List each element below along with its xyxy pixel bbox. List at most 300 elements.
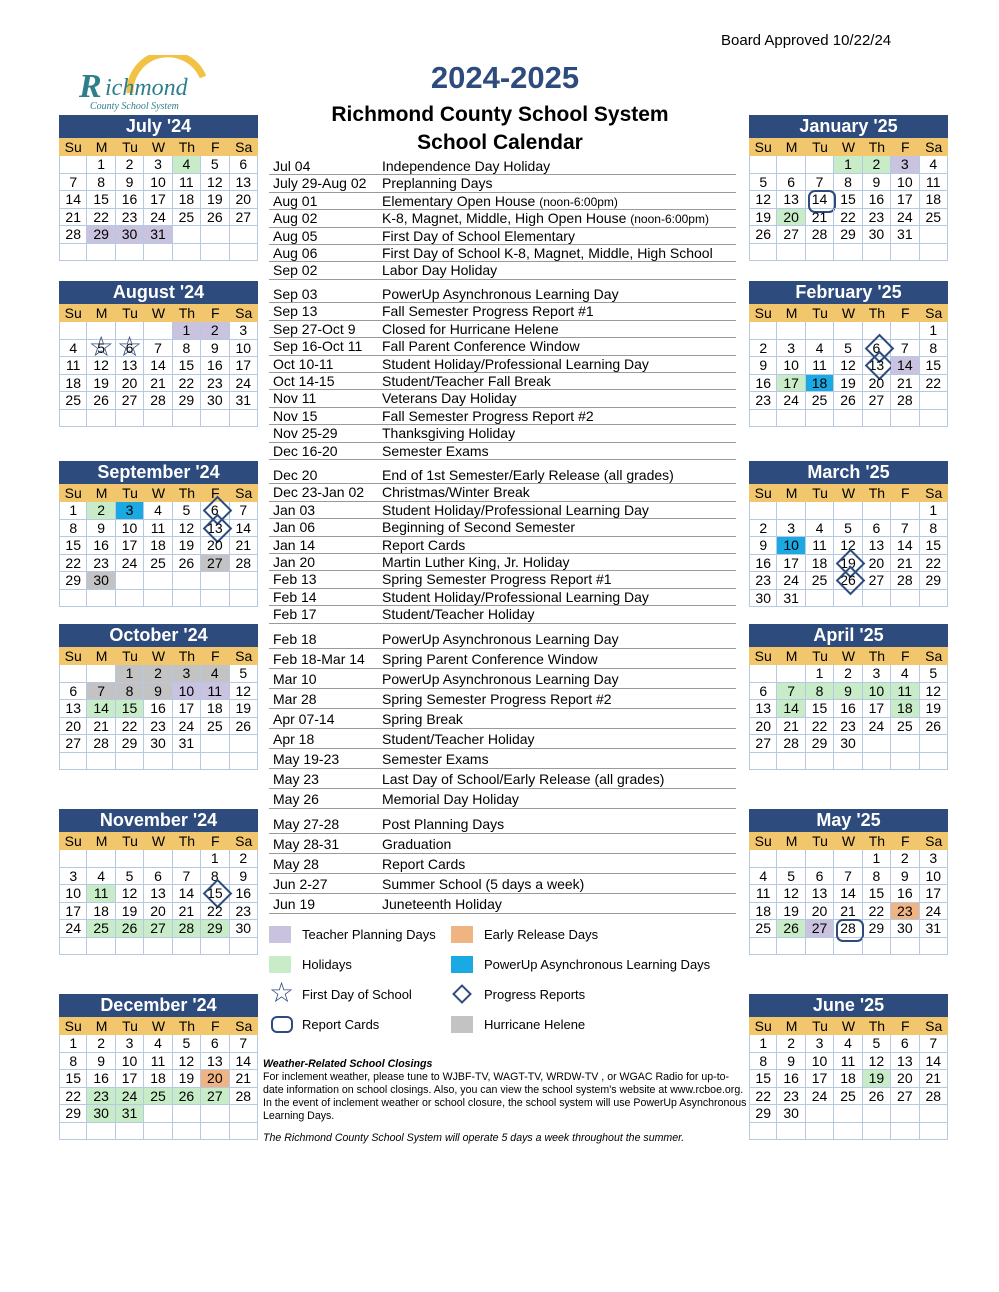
week-row (59, 1070, 258, 1088)
event-date: Sep 03 (273, 286, 318, 302)
day-cell: 18 (173, 191, 201, 209)
day-cell: 6 (749, 683, 777, 701)
empty-cell (891, 735, 919, 753)
empty-cell (777, 753, 805, 771)
event-description: Fall Parent Conference Window (382, 338, 580, 355)
day-cell: 5 (201, 156, 229, 174)
day-cell: 25 (59, 392, 87, 410)
day-cell: 1 (863, 850, 891, 868)
day-cell: 17 (144, 191, 172, 209)
day-cell: 14 (59, 191, 87, 209)
empty-cell (863, 1105, 891, 1123)
day-cell: 10 (144, 174, 172, 192)
day-cell: 10 (173, 683, 201, 701)
day-cell: 31 (920, 920, 948, 938)
day-cell: 23 (777, 1088, 805, 1106)
day-cell: 24 (230, 375, 258, 393)
event-row (269, 286, 736, 303)
event-date: Aug 06 (273, 244, 318, 261)
day-cell: 15 (749, 1070, 777, 1088)
day-cell: 19 (863, 1070, 891, 1088)
event-row (269, 669, 736, 689)
day-cell: 25 (806, 392, 834, 410)
empty-cell (116, 753, 144, 771)
empty-cell (806, 410, 834, 428)
day-cell: 4 (87, 868, 115, 886)
day-cell: 28 (777, 735, 805, 753)
empty-cell (920, 410, 948, 428)
day-cell: 28 (230, 555, 258, 573)
month-title: November '24 (59, 809, 258, 832)
weekday-label: Su (749, 1017, 777, 1035)
day-cell: 23 (87, 1088, 115, 1106)
weekday-label: Tu (116, 484, 144, 502)
day-cell: 23 (87, 555, 115, 573)
event-description: Report Cards (382, 856, 466, 872)
day-cell: 22 (59, 555, 87, 573)
empty-cell (230, 226, 258, 244)
empty-cell (59, 322, 87, 340)
weekday-header (749, 484, 948, 502)
month-title: December '24 (59, 994, 258, 1017)
event-date: Feb 13 (273, 571, 317, 588)
weekday-label: W (144, 1017, 172, 1035)
day-cell: 26 (777, 920, 805, 938)
day-cell: 13 (201, 520, 229, 538)
day-cell: 15 (59, 537, 87, 555)
weekday-label: Th (863, 647, 891, 665)
day-cell: 13 (863, 537, 891, 555)
day-cell: 22 (863, 903, 891, 921)
day-cell: 15 (920, 537, 948, 555)
day-cell: 29 (749, 1105, 777, 1123)
event-date: Jun 2-27 (273, 876, 328, 892)
day-cell: 3 (777, 340, 805, 358)
weekday-label: M (777, 304, 805, 322)
event-description: Student Holiday/Professional Learning Day (382, 501, 649, 518)
event-date: Jan 03 (273, 501, 316, 518)
empty-cell (806, 753, 834, 771)
empty-cell (144, 410, 172, 428)
day-cell: 18 (87, 903, 115, 921)
legend-label: Teacher Planning Days (302, 927, 436, 942)
empty-cell (920, 735, 948, 753)
month-title: August '24 (59, 281, 258, 304)
day-cell: 10 (59, 885, 87, 903)
weekday-label: Sa (920, 484, 948, 502)
week-row (59, 938, 258, 956)
week-row (749, 938, 948, 956)
event-description: Student/Teacher Fall Break (382, 372, 551, 389)
day-cell: 6 (59, 683, 87, 701)
day-cell: 26 (116, 920, 144, 938)
empty-cell (863, 1123, 891, 1141)
event-row (269, 689, 736, 709)
week-row (749, 868, 948, 886)
event-date: Jun 19 (273, 896, 316, 912)
day-cell: 11 (834, 1053, 862, 1071)
day-cell: 23 (230, 903, 258, 921)
week-row (59, 392, 258, 410)
svg-text:ichmond: ichmond (105, 75, 188, 101)
day-cell: 25 (920, 209, 948, 227)
empty-cell (749, 502, 777, 520)
weekday-label: M (87, 832, 115, 850)
day-cell: 24 (173, 718, 201, 736)
svg-text:County School System: County School System (90, 101, 179, 112)
event-date: Feb 17 (273, 606, 317, 623)
empty-cell (173, 850, 201, 868)
day-cell: 16 (87, 537, 115, 555)
month-calendar (59, 624, 258, 770)
day-cell: 5 (863, 1035, 891, 1053)
day-cell: 6 (777, 174, 805, 192)
empty-cell (201, 590, 229, 608)
event-description: Independence Day Holiday (382, 158, 551, 174)
day-cell: 16 (201, 357, 229, 375)
empty-cell (806, 590, 834, 608)
event-date: Feb 18 (273, 631, 317, 647)
week-row (749, 244, 948, 262)
empty-cell (116, 572, 144, 590)
weekday-label: Su (749, 647, 777, 665)
day-cell: 21 (59, 209, 87, 227)
week-row (749, 1123, 948, 1141)
empty-cell (834, 1123, 862, 1141)
week-row (749, 1053, 948, 1071)
week-row (59, 209, 258, 227)
week-row (749, 209, 948, 227)
day-cell: 2 (230, 850, 258, 868)
school-calendar-label: School Calendar (417, 131, 583, 154)
empty-cell (891, 1123, 919, 1141)
day-cell: 12 (920, 683, 948, 701)
weekday-label: Su (749, 832, 777, 850)
week-row (749, 572, 948, 590)
day-cell: 21 (920, 1070, 948, 1088)
day-cell: 26 (201, 209, 229, 227)
event-row (269, 408, 736, 425)
day-cell: 1 (834, 156, 862, 174)
day-cell: 23 (834, 718, 862, 736)
weekday-label: Sa (230, 832, 258, 850)
day-cell: 5 (230, 665, 258, 683)
day-cell: 16 (116, 191, 144, 209)
week-row (59, 665, 258, 683)
day-cell: 14 (230, 1053, 258, 1071)
event-date: Sep 13 (273, 303, 318, 320)
empty-cell (201, 244, 229, 262)
day-cell: 25 (173, 209, 201, 227)
empty-cell (173, 1105, 201, 1123)
day-cell: 9 (863, 174, 891, 192)
empty-cell (173, 590, 201, 608)
empty-cell (834, 938, 862, 956)
weekday-label: W (144, 832, 172, 850)
powerup-swatch (451, 956, 473, 973)
weekday-label: Tu (116, 832, 144, 850)
day-cell: 21 (230, 1070, 258, 1088)
week-row (59, 357, 258, 375)
day-cell: 22 (201, 903, 229, 921)
event-description: Spring Break (382, 711, 463, 727)
week-row (749, 735, 948, 753)
weekday-label: M (777, 484, 805, 502)
week-row (749, 375, 948, 393)
day-cell: 19 (201, 191, 229, 209)
day-cell: 24 (116, 555, 144, 573)
weekday-label: F (891, 647, 919, 665)
empty-cell (749, 938, 777, 956)
day-cell: 6 ☆ (116, 340, 144, 358)
weekday-header (59, 138, 258, 156)
empty-cell (201, 753, 229, 771)
empty-cell (863, 590, 891, 608)
empty-cell (834, 502, 862, 520)
day-cell: 5 (749, 174, 777, 192)
event-description: Report Cards (382, 536, 466, 553)
event-date: July 29-Aug 02 (273, 175, 367, 192)
day-cell: 21 (144, 375, 172, 393)
day-cell: 21 (777, 718, 805, 736)
empty-cell (230, 410, 258, 428)
day-cell: 3 (891, 156, 919, 174)
event-date: Aug 05 (273, 227, 318, 244)
day-cell: 5 (834, 520, 862, 538)
event-date: Feb 18-Mar 14 (273, 651, 365, 667)
weekday-header (59, 304, 258, 322)
event-description: PowerUp Asynchronous Learning Day (382, 671, 619, 687)
empty-cell (59, 850, 87, 868)
day-cell: 24 (891, 209, 919, 227)
event-note: (noon-6:00pm) (539, 194, 618, 209)
weather-closings-notice (263, 1058, 748, 1145)
empty-cell (920, 1105, 948, 1123)
empty-cell (59, 156, 87, 174)
day-cell: 27 (863, 392, 891, 410)
day-cell: 4 (144, 502, 172, 520)
empty-cell (87, 850, 115, 868)
richmond-logo (75, 55, 225, 115)
day-cell: 21 (230, 537, 258, 555)
empty-cell (806, 244, 834, 262)
day-cell: 8 (834, 174, 862, 192)
day-cell: 8 (201, 868, 229, 886)
day-cell: 28 (891, 392, 919, 410)
day-cell: 19 (116, 903, 144, 921)
day-cell: 2 (144, 665, 172, 683)
event-row (269, 709, 736, 729)
day-cell: 6 (144, 868, 172, 886)
day-cell: 14 (834, 885, 862, 903)
day-cell: 4 (749, 868, 777, 886)
weekday-label: Su (59, 484, 87, 502)
day-cell: 9 (749, 357, 777, 375)
empty-cell (87, 1123, 115, 1141)
week-row (749, 718, 948, 736)
day-cell: 26 (173, 1088, 201, 1106)
day-cell: 10 (863, 683, 891, 701)
week-row (59, 572, 258, 590)
day-cell: 21 (87, 718, 115, 736)
event-date: Sep 16-Oct 11 (273, 338, 363, 355)
day-cell: 15 (806, 700, 834, 718)
week-row (59, 1088, 258, 1106)
day-cell: 12 (201, 174, 229, 192)
empty-cell (806, 1123, 834, 1141)
day-cell: 21 (834, 903, 862, 921)
empty-cell (920, 590, 948, 608)
empty-cell (201, 735, 229, 753)
empty-cell (777, 244, 805, 262)
empty-cell (891, 590, 919, 608)
empty-cell (59, 1123, 87, 1141)
event-row (269, 554, 736, 571)
day-cell: 11 (201, 683, 229, 701)
day-cell: 13 (749, 700, 777, 718)
events-block (269, 467, 736, 624)
week-row (749, 1070, 948, 1088)
weekday-label: Sa (920, 647, 948, 665)
event-row (269, 443, 736, 460)
day-cell: 30 (777, 1105, 805, 1123)
day-cell: 9 (891, 868, 919, 886)
event-date: Jan 06 (273, 519, 316, 536)
day-cell: 29 (920, 572, 948, 590)
day-cell: 2 (87, 502, 115, 520)
weekday-label: Th (173, 832, 201, 850)
empty-cell (87, 410, 115, 428)
day-cell: 4 (920, 156, 948, 174)
empty-cell (144, 572, 172, 590)
event-row (269, 606, 736, 623)
day-cell: 8 (173, 340, 201, 358)
event-date: Nov 15 (273, 407, 318, 424)
weekday-label: M (777, 647, 805, 665)
day-cell: 1 (59, 502, 87, 520)
day-cell: 19 (173, 1070, 201, 1088)
day-cell: 7 (230, 1035, 258, 1053)
empty-cell (777, 410, 805, 428)
day-cell: 24 (806, 1088, 834, 1106)
event-description: Labor Day Holiday (382, 262, 498, 279)
day-cell: 30 (87, 1105, 115, 1123)
empty-cell (920, 226, 948, 244)
event-date: Jan 20 (273, 553, 316, 570)
day-cell: 13 (777, 191, 805, 209)
day-cell: 12 (173, 520, 201, 538)
event-description: Fall Semester Progress Report #2 (382, 407, 594, 424)
week-row (59, 1035, 258, 1053)
event-description: Fall Semester Progress Report #1 (382, 303, 594, 320)
month-title: June '25 (749, 994, 948, 1017)
day-cell: 23 (749, 572, 777, 590)
day-cell: 31 (116, 1105, 144, 1123)
event-description: First Day of School K-8, Magnet, Middle, High School (382, 244, 713, 261)
day-cell: 1 (806, 665, 834, 683)
day-cell: 5 ☆ (87, 340, 115, 358)
hurricane-swatch (451, 1016, 473, 1033)
weekday-label: M (87, 138, 115, 156)
empty-cell (230, 590, 258, 608)
day-cell: 14 (87, 700, 115, 718)
weekday-label: W (834, 138, 862, 156)
day-cell: 17 (173, 700, 201, 718)
day-cell: 5 (920, 665, 948, 683)
events-block (269, 814, 736, 914)
weekday-label: Tu (806, 832, 834, 850)
day-cell: 11 (144, 1053, 172, 1071)
empty-cell (777, 156, 805, 174)
day-cell: 5 (173, 502, 201, 520)
event-date: Sep 02 (273, 262, 318, 279)
event-row (269, 373, 736, 390)
event-date: May 28 (273, 856, 319, 872)
day-cell: 25 (891, 718, 919, 736)
empty-cell (920, 392, 948, 410)
day-cell: 7 (891, 520, 919, 538)
day-cell: 8 (920, 520, 948, 538)
day-cell: 26 (920, 718, 948, 736)
day-cell: 3 (116, 502, 144, 520)
day-cell: 10 (891, 174, 919, 192)
day-cell: 26 (834, 572, 862, 590)
event-date: Apr 07-14 (273, 711, 335, 727)
event-row (269, 425, 736, 442)
weekday-label: Tu (806, 138, 834, 156)
week-row (749, 174, 948, 192)
week-row (749, 156, 948, 174)
month-title: September '24 (59, 461, 258, 484)
day-cell: 7 (806, 174, 834, 192)
day-cell: 15 (920, 357, 948, 375)
week-row (59, 410, 258, 428)
day-cell: 4 (201, 665, 229, 683)
event-description: Last Day of School/Early Release (all grades) (382, 771, 665, 787)
empty-cell (173, 410, 201, 428)
events-block (269, 629, 736, 809)
day-cell: 11 (891, 683, 919, 701)
day-cell: 1 (749, 1035, 777, 1053)
day-cell: 25 (749, 920, 777, 938)
weekday-label: W (834, 304, 862, 322)
week-row (59, 555, 258, 573)
day-cell: 9 (201, 340, 229, 358)
day-cell: 19 (834, 375, 862, 393)
day-cell: 10 (116, 520, 144, 538)
empty-cell (863, 244, 891, 262)
weekday-label: F (201, 1017, 229, 1035)
empty-cell (834, 244, 862, 262)
day-cell: 10 (116, 1053, 144, 1071)
event-date: Aug 02 (273, 210, 318, 227)
empty-cell (59, 665, 87, 683)
day-cell: 24 (777, 572, 805, 590)
day-cell: 19 (87, 375, 115, 393)
event-date: Dec 23-Jan 02 (273, 484, 365, 501)
day-cell: 9 (87, 1053, 115, 1071)
empty-cell (777, 850, 805, 868)
day-cell: 10 (230, 340, 258, 358)
day-cell: 11 (87, 885, 115, 903)
day-cell: 18 (920, 191, 948, 209)
day-cell: 18 (59, 375, 87, 393)
day-cell: 2 (749, 340, 777, 358)
month-calendar (749, 115, 948, 261)
day-cell: 22 (59, 1088, 87, 1106)
day-cell: 16 (144, 700, 172, 718)
event-date: Nov 11 (273, 390, 317, 407)
